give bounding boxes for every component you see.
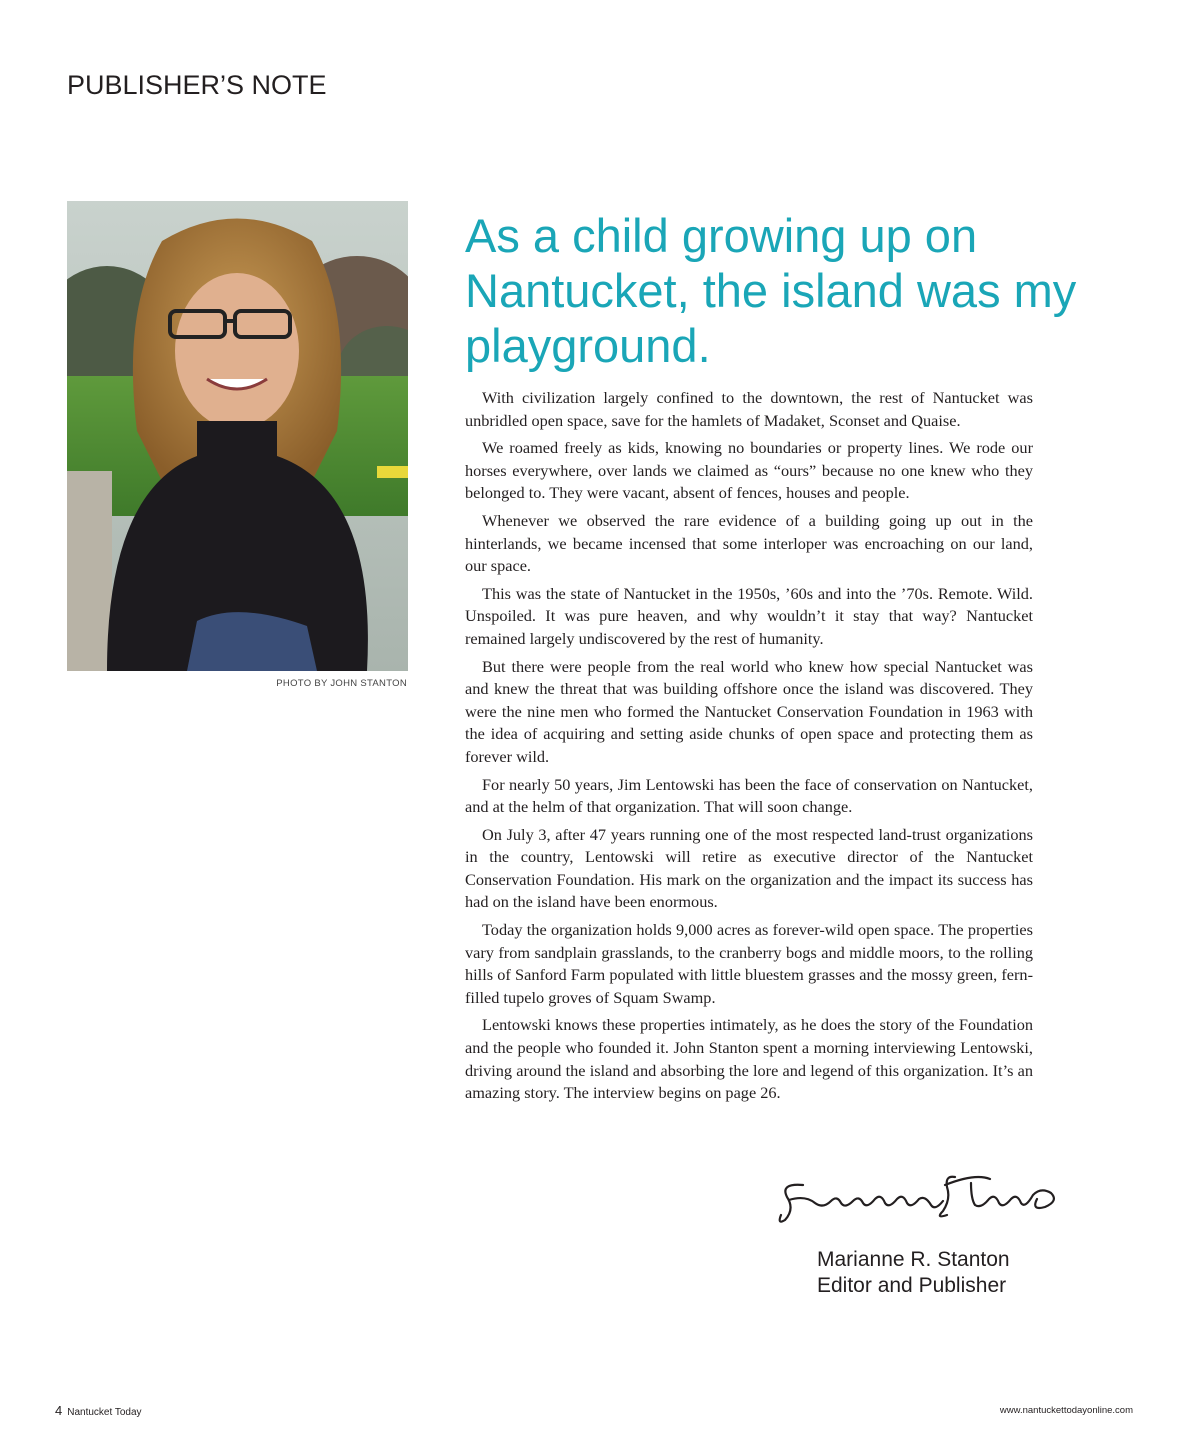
article-paragraph: For nearly 50 years, Jim Lentowski has been the face of conservation on Nantucket, and at the helm of that organization. That will soon change. bbox=[465, 774, 1033, 817]
portrait-illustration bbox=[67, 201, 408, 671]
signature-scribble bbox=[775, 1165, 1065, 1230]
article-paragraph: With civilization largely confined to the downtown, the rest of Nantucket was unbridled open space, save for the hamlets of Madaket, Sconset and Quaise. bbox=[465, 388, 1033, 430]
signer-name: Marianne R. Stanton bbox=[817, 1248, 1010, 1271]
article-paragraph: On July 3, after 47 years running one of the most respected land-trust organizations in the country, Lentowski will retire as executive director of the Nantucket Conservation Foundation. His mark on the organization and the impact its success has had on the island have been enormous. bbox=[465, 824, 1033, 912]
article-paragraph: Lentowski knows these properties intimately, as he does the story of the Foundation and the people who founded it. John Stanton spent a morning interviewing Lentowski, driving around the island and absorbing the lore and legend of this organization. It’s an amazing story. The interview begins on page 26. bbox=[465, 1015, 1033, 1103]
article-paragraph: We roamed freely as kids, knowing no boundaries or property lines. We rode our horses everywhere, over lands we claimed as “ours” because no one knew who they belonged to. They were vacant, absent of fences, houses and people. bbox=[465, 438, 1033, 503]
article-body bbox=[465, 387, 1033, 1110]
article-headline: As a child growing up on Nantucket, the island was my playground. bbox=[465, 209, 1077, 372]
article-paragraph: Whenever we observed the rare evidence of a building going up out in the hinterlands, we became incensed that some interloper was encroaching on our land, our space. bbox=[465, 510, 1033, 576]
article-paragraph: But there were people from the real world who knew how special Nantucket was and knew the threat that was building offshore once the island was discovered. They were the nine men who formed the Nantucket Conservation Foundation in 1963 with the idea of acquiring and setting aside chunks of open space and protecting them as forever wild. bbox=[465, 656, 1033, 766]
portrait-photo bbox=[67, 201, 408, 671]
article-paragraph: Today the organization holds 9,000 acres as forever-wild open space. The properties vary from sandplain grasslands, to the cranberry bogs and middle moors, to the rolling hills of Sanford Farm populated with little bluestem grasses and the mossy green, fern-filled tupelo groves of Squam Swamp. bbox=[465, 920, 1033, 1007]
footer-folio bbox=[55, 1403, 142, 1418]
website-url: www.nantuckettodayonline.com bbox=[999, 1405, 1133, 1416]
signer-title: Editor and Publisher bbox=[817, 1274, 1007, 1297]
page-number: 4 bbox=[55, 1403, 63, 1418]
section-label: PUBLISHER’S NOTE bbox=[67, 70, 327, 100]
photo-credit: PHOTO BY JOHN STANTON bbox=[276, 678, 407, 689]
article-paragraph: This was the state of Nantucket in the 1950s, ’60s and into the ’70s. Remote. Wild. Unspoiled. It was pure heaven, and why wouldn’t it stay that way? Nantucket remained largely undiscovered by the rest of humanity. bbox=[465, 583, 1033, 648]
handwritten-signature bbox=[775, 1165, 1065, 1230]
publication-name: Nantucket Today bbox=[67, 1407, 142, 1418]
